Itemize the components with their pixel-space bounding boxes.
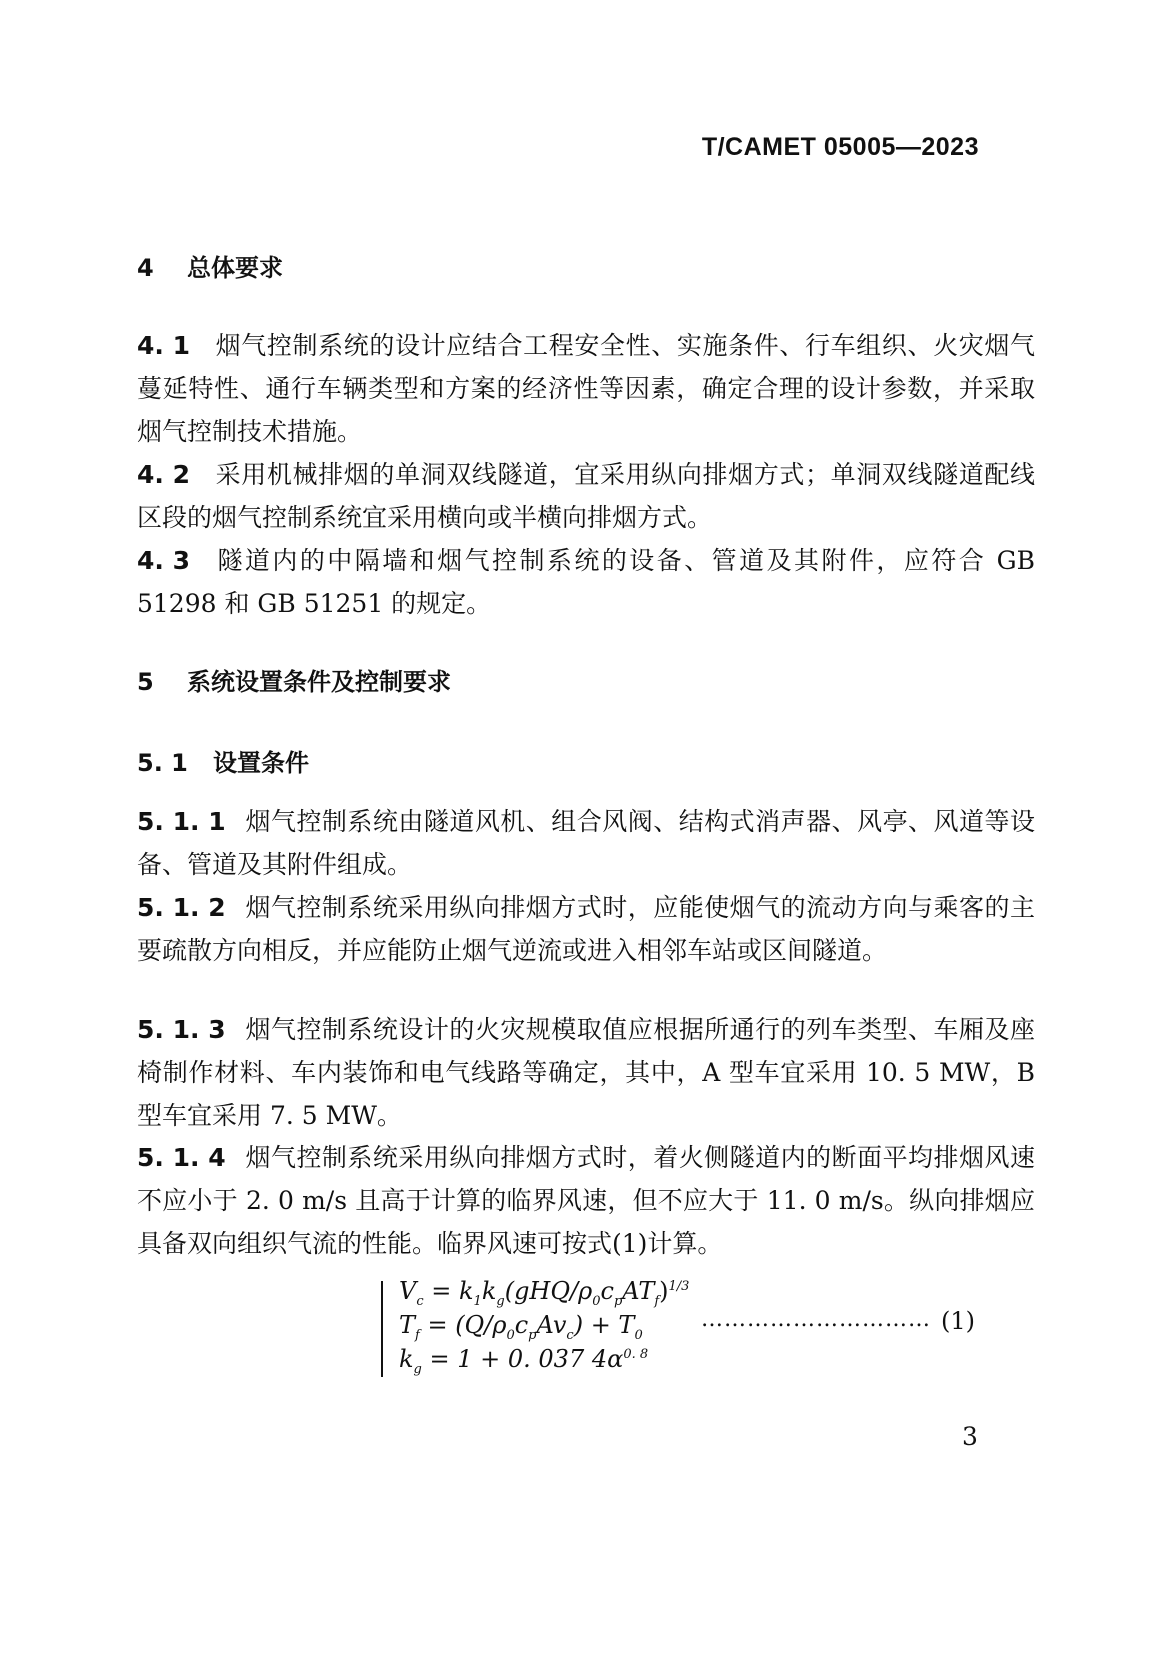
subscript: 0 — [634, 1327, 643, 1343]
clause-text: 采用机械排烟的单洞双线隧道，宜采用纵向排烟方式；单洞双线隧道配线区段的烟气控制系统宜采用横向或半横向排烟方式。 — [137, 460, 1035, 532]
term: V — [399, 1277, 417, 1305]
subscript: 0 — [506, 1327, 515, 1343]
subscript: f — [415, 1327, 420, 1343]
clause-text: 烟气控制系统由隧道风机、组合风阀、结构式消声器、风亭、风道等设备、管道及其附件组成。 — [137, 807, 1035, 879]
clause-number: 4. 3 — [137, 546, 190, 575]
superscript: 1/3 — [668, 1279, 690, 1294]
clause-text: 烟气控制系统采用纵向排烟方式时，着火侧隧道内的断面平均排烟风速不应小于 2. 0 m/s 且高于计算的临界风速，但不应大于 11. 0 m/s。纵向排烟应具备双向组织气流的性能。临界风速可按式(1)计算。 — [137, 1143, 1035, 1258]
clause-number: 4. 1 — [137, 331, 190, 360]
page-number: 3 — [962, 1422, 978, 1451]
subscript: p — [528, 1327, 537, 1343]
subsection-5-1-heading — [137, 743, 309, 778]
standard-number: T/CAMET 05005—2023 — [701, 133, 979, 161]
clause-text: 烟气控制系统采用纵向排烟方式时，应能使烟气的流动方向与乘客的主要疏散方向相反，并应能防止烟气逆流或进入相邻车站或区间隧道。 — [137, 893, 1035, 965]
term: ) + T — [573, 1311, 635, 1339]
clause-5-1-1 — [137, 800, 1035, 886]
clause-5-1-3 — [137, 1008, 1035, 1137]
formula-1 — [381, 1277, 1041, 1377]
formula-line-3 — [399, 1345, 648, 1377]
subscript: g — [496, 1293, 505, 1309]
term: k — [481, 1277, 497, 1305]
term: Av — [536, 1311, 567, 1339]
clause-number: 4. 2 — [137, 460, 190, 489]
section-number: 5 — [137, 668, 154, 696]
formula-line-2 — [399, 1311, 643, 1343]
subscript: p — [613, 1293, 623, 1309]
section-title: 系统设置条件及控制要求 — [187, 668, 451, 696]
section-5-heading — [137, 662, 451, 697]
subscript: c — [416, 1293, 424, 1309]
clause-text: 隧道内的中隔墙和烟气控制系统的设备、管道及其附件，应符合 GB 51298 和 GB 51251 的规定。 — [137, 546, 1035, 618]
clause-text: 烟气控制系统的设计应结合工程安全性、实施条件、行车组织、火灾烟气蔓延特性、通行车辆类型和方案的经济性等因素，确定合理的设计参数，并采取烟气控制技术措施。 — [137, 331, 1035, 446]
section-title: 总体要求 — [187, 254, 283, 282]
term: T — [399, 1311, 416, 1339]
term: c — [514, 1311, 529, 1339]
subscript: 1 — [473, 1293, 482, 1309]
section-4-heading — [137, 248, 283, 283]
term: = (Q/ρ — [419, 1311, 507, 1339]
term: AT — [622, 1277, 655, 1305]
subscript: c — [566, 1327, 574, 1343]
clause-number: 5. 1. 2 — [137, 893, 226, 922]
formula-brace — [381, 1281, 393, 1377]
subscript: g — [413, 1361, 422, 1377]
term: = 1 + 0. 037 4α — [421, 1345, 624, 1373]
clause-4-3 — [137, 539, 1035, 625]
clause-number: 5. 1. 4 — [137, 1143, 226, 1172]
section-number: 4 — [137, 254, 154, 282]
term: ) — [659, 1277, 669, 1305]
term: (gHQ/ρ — [504, 1277, 593, 1305]
term: = k — [423, 1277, 474, 1305]
subsection-number: 5. 1 — [137, 749, 188, 777]
equation-number: (1) — [941, 1307, 975, 1335]
subscript: 0 — [592, 1293, 601, 1309]
formula-leader-dots: ………………………… — [701, 1307, 931, 1332]
clause-number: 5. 1. 3 — [137, 1015, 226, 1044]
clause-number: 5. 1. 1 — [137, 807, 226, 836]
subsection-title: 设置条件 — [213, 749, 309, 777]
clause-5-1-2 — [137, 886, 1035, 972]
term: c — [600, 1277, 614, 1305]
clause-4-2 — [137, 453, 1035, 539]
clause-4-1 — [137, 324, 1035, 453]
superscript: 0. 8 — [623, 1347, 649, 1362]
formula-line-1 — [399, 1277, 689, 1309]
clause-text: 烟气控制系统设计的火灾规模取值应根据所通行的列车类型、车厢及座椅制作材料、车内装饰和电气线路等确定，其中，A 型车宜采用 10. 5 MW，B 型车宜采用 7. 5 MW。 — [137, 1015, 1035, 1130]
subscript: f — [654, 1293, 660, 1309]
clause-5-1-4 — [137, 1136, 1035, 1265]
term: k — [399, 1345, 414, 1373]
